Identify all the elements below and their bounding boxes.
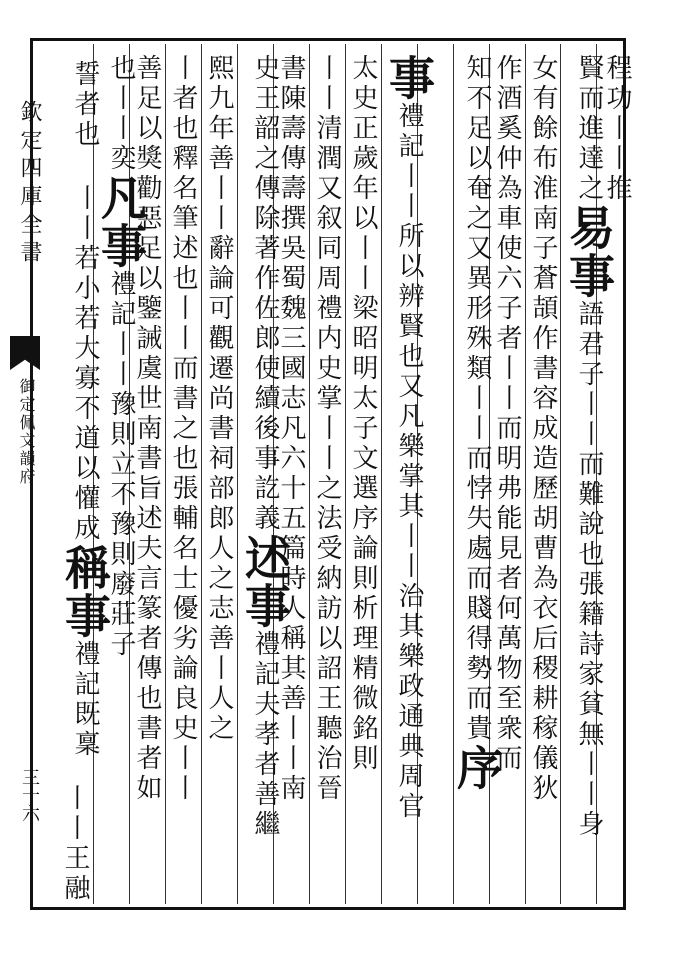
text-run: 禮記夫孝者善繼	[250, 630, 280, 840]
entry-headword: 事	[382, 54, 436, 102]
text-run: 熙九年善丨丨辭論可觀遷尚書祠部郎	[204, 54, 234, 534]
text-run: 語君子丨丨而難說也張籍詩家貧無丨丨身	[574, 300, 604, 840]
text-run: 丨者也釋名筆述也丨丨而書之也張輔名士優劣論良史丨丨	[168, 54, 198, 804]
entry-headword: 凡事	[94, 174, 148, 270]
work-title: 御定佩文韻府	[17, 378, 36, 486]
text-run: 女有餘布淮南子蒼頡作書容成造歷胡曹為衣后稷耕稼儀狄	[528, 54, 558, 804]
text-run: 人之志善丨人之	[204, 534, 234, 744]
text-run: 知不足以奄之又異形殊類丨丨而悖失處而賤得勢而貴	[462, 54, 492, 744]
text-run: 禮記既稟	[70, 640, 100, 760]
text-run: 賢而進達之	[574, 54, 604, 204]
text-run: 程功丨丨推	[602, 54, 632, 204]
text-run: 太史正歲年以丨丨梁昭明太子文選序論則析理精微銘則	[348, 54, 378, 774]
text-run: 丨丨王融	[60, 784, 90, 904]
text-column-5	[450, 54, 504, 792]
text-run: 誓者也	[70, 60, 100, 150]
column-rule	[237, 44, 238, 904]
entry-headword: 易事	[562, 204, 616, 300]
book-title: 欽定四庫全書	[17, 100, 42, 268]
text-run: 禮記丨丨豫則立不豫則廢莊子	[106, 270, 136, 660]
text-column-6	[382, 54, 436, 822]
text-column-12	[170, 54, 196, 804]
entry-headword: 述事	[238, 534, 292, 630]
text-run: 丨丨清潤又叙同周禮内史掌丨丨之法受納訪以詔王聽治晉	[312, 54, 342, 804]
text-run: 也丨丨奕	[106, 54, 136, 174]
column-rule	[309, 44, 310, 904]
text-run: 禮記丨丨所以辨賢也又凡樂掌其丨丨治其樂政通典周官	[394, 102, 424, 822]
text-run: 書陳壽傳壽撰吳蜀魏三國志凡六十五篇時人稱其善丨丨南	[276, 54, 306, 804]
text-column-11	[206, 54, 232, 744]
entry-headword: 稱事	[58, 544, 112, 640]
fishtail-mark	[10, 336, 40, 370]
entry-headword: 序	[450, 744, 504, 792]
column-rule	[560, 44, 561, 904]
column-rule	[165, 44, 166, 904]
text-run: 丨丨若小若大寡不道以懽成	[70, 184, 100, 544]
text-column-8	[314, 54, 340, 804]
text-run: 善足以獎勸惡足以鑒誡虞世南書旨述夫言篆者傳也書者如	[132, 54, 162, 804]
text-column-3	[530, 54, 556, 804]
page-number: 三十六	[19, 768, 40, 822]
text-column-2	[562, 54, 616, 840]
column-rule	[201, 44, 202, 904]
column-rule	[345, 44, 346, 904]
text-run: 作酒奚仲為車使六子者丨丨而明弗能見者何萬物至衆而	[492, 54, 522, 774]
column-rule	[525, 44, 526, 904]
column-rule	[381, 44, 382, 904]
text-column-16	[62, 784, 88, 904]
text-run: 史王韶之傳除著作佐郎使續後事訖義	[250, 54, 280, 534]
text-column-15	[58, 60, 112, 760]
text-column-7	[350, 54, 376, 774]
fore-edge-margin	[6, 48, 42, 900]
